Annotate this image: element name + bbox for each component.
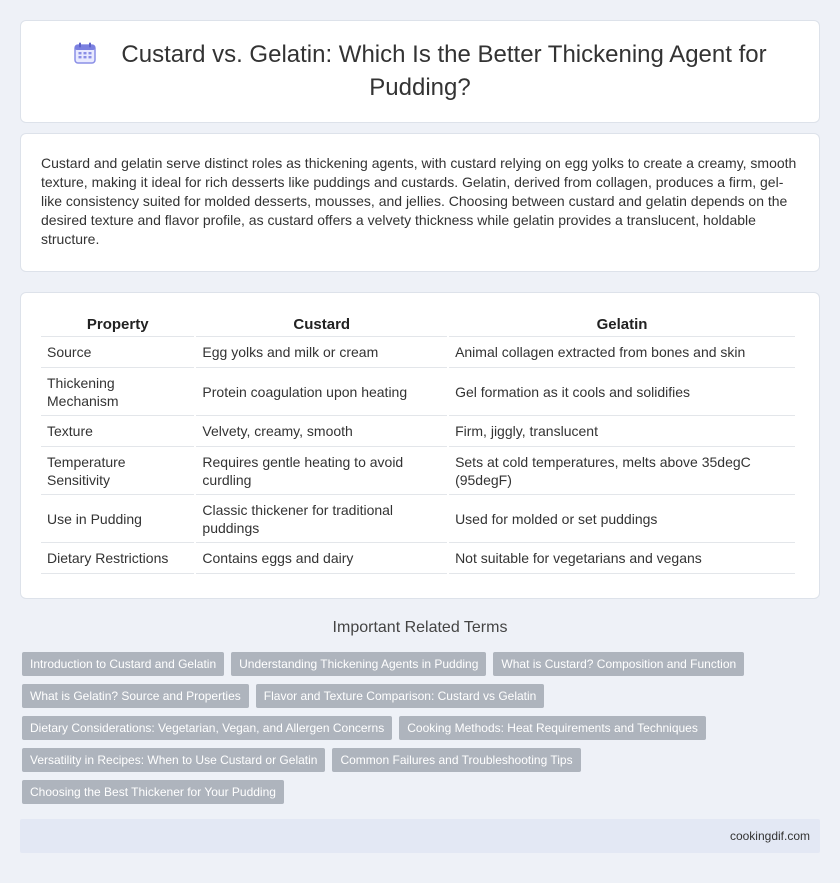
table-cell: Firm, jiggly, translucent <box>449 416 795 447</box>
related-term-tag[interactable]: Introduction to Custard and Gelatin <box>22 652 224 676</box>
table-cell: Dietary Restrictions <box>41 543 194 574</box>
table-cell: Temperature Sensitivity <box>41 447 194 495</box>
table-cell: Sets at cold temperatures, melts above 35degC (95degF) <box>449 447 795 495</box>
related-term-tag[interactable]: What is Gelatin? Source and Properties <box>22 684 249 708</box>
related-term-tag[interactable]: Cooking Methods: Heat Requirements and Techniques <box>399 716 706 740</box>
table-cell: Velvety, creamy, smooth <box>196 416 447 447</box>
title-card <box>20 20 820 123</box>
column-header-property: Property <box>41 315 194 337</box>
table-row <box>41 447 795 495</box>
comparison-card <box>20 292 820 599</box>
related-term-tag[interactable]: Versatility in Recipes: When to Use Custard or Gelatin <box>22 748 325 772</box>
table-cell: Gel formation as it cools and solidifies <box>449 368 795 416</box>
column-header-gelatin: Gelatin <box>449 315 795 337</box>
table-row <box>41 543 795 574</box>
table-cell: Contains eggs and dairy <box>196 543 447 574</box>
related-terms-heading: Important Related Terms <box>332 619 508 636</box>
table-header-row <box>41 315 795 337</box>
related-term-tag[interactable]: Flavor and Texture Comparison: Custard vs Gelatin <box>256 684 545 708</box>
table-cell: Classic thickener for traditional puddings <box>196 495 447 543</box>
table-cell: Requires gentle heating to avoid curdling <box>196 447 447 495</box>
related-term-tag[interactable]: Dietary Considerations: Vegetarian, Vegan, and Allergen Concerns <box>22 716 392 740</box>
table-cell: Used for molded or set puddings <box>449 495 795 543</box>
table-cell: Use in Pudding <box>41 495 194 543</box>
calendar-icon <box>73 41 97 73</box>
table-cell: Protein coagulation upon heating <box>196 368 447 416</box>
related-term-tag[interactable]: Choosing the Best Thickener for Your Pudding <box>22 780 284 804</box>
related-term-tag[interactable]: What is Custard? Composition and Function <box>493 652 744 676</box>
column-header-custard: Custard <box>196 315 447 337</box>
page-title: Custard vs. Gelatin: Which Is the Better Thickening Agent for Pudding? <box>121 41 767 101</box>
related-term-tag[interactable]: Understanding Thickening Agents in Pudding <box>231 652 486 676</box>
table-cell: Egg yolks and milk or cream <box>196 337 447 368</box>
table-row <box>41 368 795 416</box>
related-terms-list <box>22 652 822 812</box>
table-cell: Texture <box>41 416 194 447</box>
table-row <box>41 337 795 368</box>
table-cell: Animal collagen extracted from bones and skin <box>449 337 795 368</box>
table-row <box>41 495 795 543</box>
table-cell: Thickening Mechanism <box>41 368 194 416</box>
intro-card <box>20 133 820 272</box>
footer-site-link[interactable]: cookingdif.com <box>729 829 810 843</box>
footer <box>20 819 820 853</box>
intro-text: Custard and gelatin serve distinct roles as thickening agents, with custard relying on egg yolks to create a creamy, smooth texture, making it ideal for rich desserts like puddings and custards. Gelatin, derived from collagen, produces a firm, gel-like consistency suited for molded desserts, mousses, and jellies. Choosing between custard and gelatin depends on the desired texture and flavor profile, as custard offers a velvety thickness while gelatin provides a translucent, holdable structure. <box>41 155 797 247</box>
related-term-tag[interactable]: Common Failures and Troubleshooting Tips <box>332 748 580 772</box>
comparison-table <box>39 315 797 574</box>
table-row <box>41 416 795 447</box>
table-cell: Source <box>41 337 194 368</box>
table-cell: Not suitable for vegetarians and vegans <box>449 543 795 574</box>
